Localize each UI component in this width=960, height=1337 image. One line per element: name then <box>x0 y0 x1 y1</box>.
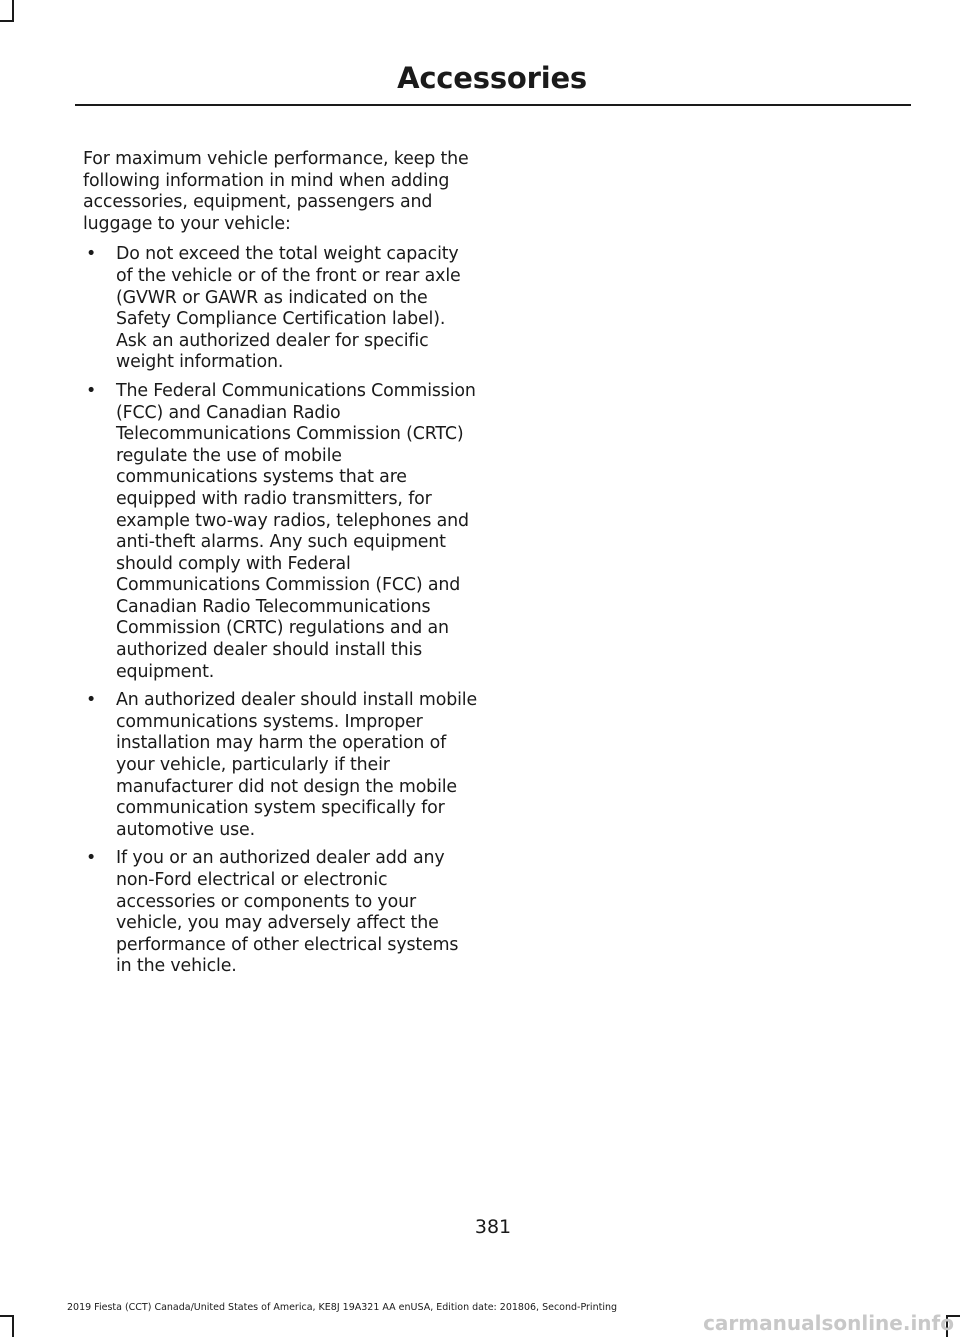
list-item <box>83 848 478 978</box>
list-item <box>83 381 478 683</box>
header-divider <box>75 104 911 106</box>
bullet-icon: • <box>86 690 97 711</box>
crop-mark-bottom-left <box>12 1315 14 1337</box>
crop-mark-top-left <box>0 20 14 22</box>
bullet-icon: • <box>86 380 97 401</box>
list-item <box>83 690 478 841</box>
main-content <box>83 149 478 985</box>
bullet-icon: • <box>86 244 97 265</box>
list-item-text: Do not exceed the total weight capacity of the vehicle or of the front or rear axle (GVWR or GAWR as indicated on the Safety Compliance Certification label). Ask an authorized dealer for specific weight information. <box>116 244 461 373</box>
list-item-text: The Federal Communications Commission (FCC) and Canadian Radio Telecommunications Commission (CRTC) regulate the use of mobile communications systems that are equipped with radio transmitters, for example two-way radios, telephones and anti-theft alarms. Any such equipment should comply with Federal Communications Commission (FCC) and Canadian Radio Telecommunications Commission (CRTC) regulations and an authorized dealer should install this equipment. <box>116 380 476 682</box>
bullet-icon: • <box>86 848 97 869</box>
crop-mark-bottom-left <box>0 1315 14 1317</box>
section-title: Accessories <box>397 61 587 95</box>
watermark-logo: carmanualsonline.info <box>703 1311 954 1335</box>
crop-mark-top-left <box>12 0 14 22</box>
list-item-text: An authorized dealer should install mobile communications systems. Improper installation may harm the operation of your vehicle, particularly if their manufacturer did not design the mobile communication system specifically for automotive use. <box>116 690 477 840</box>
bullet-list <box>83 244 478 978</box>
list-item <box>83 244 478 374</box>
edition-footer: 2019 Fiesta (CCT) Canada/United States of America, KE8J 19A321 AA enUSA, Edition date: 201806, Second-Printing <box>66 1302 618 1313</box>
list-item-text: If you or an authorized dealer add any non-Ford electrical or electronic accessories or components to your vehicle, you may adversely affect the performance of other electrical systems in the vehicle. <box>116 848 459 977</box>
page-number: 381 <box>474 1216 512 1238</box>
intro-paragraph: For maximum vehicle performance, keep the following information in mind when adding accessories, equipment, passengers and luggage to your vehicle: <box>83 149 469 234</box>
